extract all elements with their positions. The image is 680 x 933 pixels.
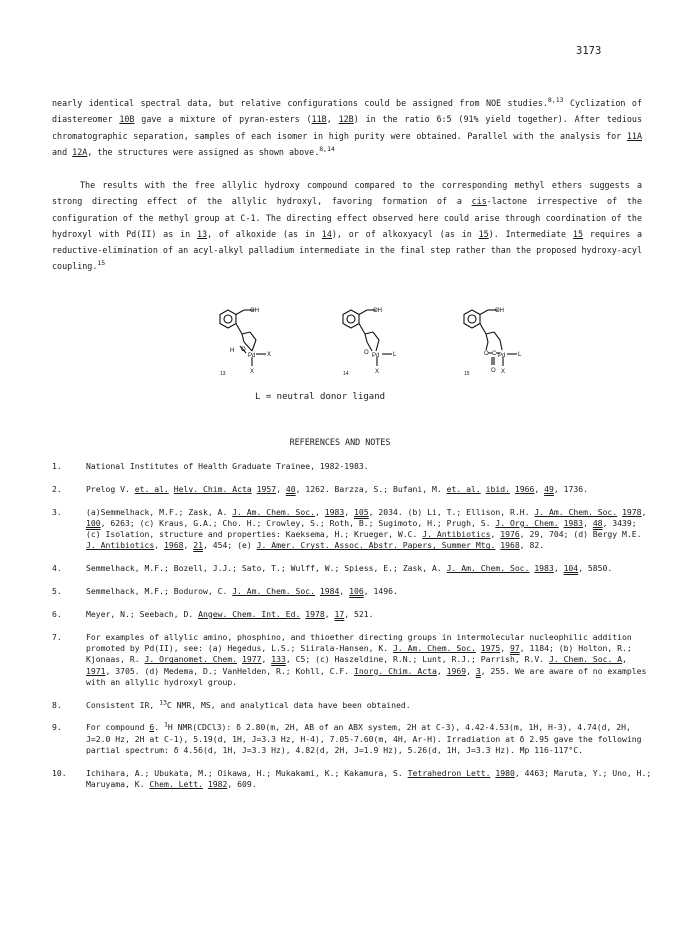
text-run: For compound: [86, 722, 150, 733]
reference-number: 8.: [52, 699, 62, 710]
underlined-text: 15: [572, 228, 584, 239]
structure-13: [220, 310, 266, 366]
text-run: ,: [500, 642, 510, 653]
underlined-text: 1975: [480, 642, 501, 653]
underlined-text: et. al.: [134, 483, 169, 494]
underlined-text: 1977: [241, 654, 262, 665]
text-run: , C5; (c) Haszeldine, R.N.; Lunt, R.J.; Parrish, R.V.: [285, 654, 549, 665]
text-run: ,: [315, 506, 325, 517]
underlined-text: 11B: [311, 114, 327, 125]
underlined-text: J. Am. Chem. Soc.: [232, 586, 316, 597]
text-run: , 3439; (c) Isolation, structure and properties: Kaeksema, H.; Krueger, W.C.: [86, 517, 637, 540]
s15-o-label: O: [484, 351, 489, 357]
text-run: , 1184; (b) Holton, R.; Kjonaas, R.: [86, 642, 632, 665]
underlined-text: 106: [349, 586, 364, 597]
reference-number: 2.: [52, 483, 62, 494]
text-run: ). Intermediate: [488, 228, 573, 239]
underlined-text: 105: [354, 506, 369, 517]
s13-x-below-label: X: [250, 369, 255, 375]
s15-o-below-label: O: [491, 368, 496, 374]
text-run: ,: [553, 563, 564, 574]
text-run: ), or of alkoxyacyl (as in: [331, 228, 479, 239]
reference-item: [52, 722, 652, 756]
reference-text: [86, 722, 652, 756]
s15-number: 15: [464, 371, 470, 377]
text-run: ,: [622, 654, 627, 665]
underlined-text: 40: [285, 483, 296, 494]
s14-x-below-label: X: [375, 369, 380, 375]
text-run: , of alkoxide (as in: [207, 228, 322, 239]
palladium-intermediates-figure: [180, 302, 560, 384]
text-run: ,: [641, 506, 647, 517]
underlined-text: 13: [196, 228, 208, 239]
text-run: ,: [436, 665, 447, 676]
text-run: requires a reductive-elimination of an acyl-alkyl palladium intermediate in the final step rather than the proposed hydroxy-acyl coupling.: [52, 228, 643, 272]
s13-pd-label: Pd: [248, 353, 256, 359]
underlined-text: et. al.: [446, 483, 481, 494]
text-run: ) in the ratio 6:5 (91% yield together). After tedious chromatographic separation, samples of each isomer in high purity were obtained. Parallel with the analysis for: [52, 114, 642, 141]
text-run: , 454; (e): [202, 540, 257, 551]
text-run: ,: [183, 540, 194, 551]
s14-o-label: O: [364, 350, 369, 356]
underlined-text: Helv. Chim. Acta: [173, 483, 252, 494]
reference-number: 7.: [52, 631, 62, 642]
s15-pd-label: Pd: [498, 353, 506, 359]
text-run: , 1496.: [363, 586, 398, 597]
underlined-text: cis: [471, 196, 487, 207]
underlined-text: J. Amer. Cryst. Assoc. Abstr. Papers, Summer Mtg.: [256, 540, 496, 551]
reference-number: 3.: [52, 506, 62, 517]
structure-15: [464, 310, 517, 366]
underlined-text: 3: [475, 665, 481, 676]
underlined-text: 12A: [72, 146, 88, 157]
underlined-text: 104: [563, 563, 579, 574]
s13-x-right-label: X: [267, 352, 272, 358]
underlined-text: 17: [334, 608, 345, 619]
text-run: , 29, 704; (d) Bergy M.E.: [519, 529, 642, 540]
underlined-text: 6: [149, 722, 155, 733]
reference-item: [52, 461, 652, 472]
underlined-text: 10B: [119, 114, 135, 125]
references-heading: REFERENCES AND NOTES: [289, 437, 391, 447]
s14-number: 14: [343, 371, 349, 377]
text-run: nearly identical spectral data, but relative configurations could be assigned from NOE studies.: [52, 98, 548, 108]
reference-text: [86, 586, 652, 597]
reference-number: 4.: [52, 563, 62, 574]
text-run: Prelog V.: [86, 483, 135, 494]
underlined-text: 133: [271, 654, 286, 665]
underlined-text: Tetrahedron Lett.: [407, 767, 491, 778]
text-run: , 2034. (b) Li, T.; Ellison, R.H.: [368, 506, 535, 517]
underlined-text: 48: [592, 517, 603, 528]
superscript: 1: [163, 720, 168, 729]
text-run: Meyer, N.; Seebach, D.: [86, 608, 199, 619]
underlined-text: 21: [193, 540, 203, 551]
text-run: , 1736.: [553, 483, 589, 494]
underlined-text: 100: [86, 517, 101, 528]
reference-text: [86, 768, 652, 791]
text-run: Semmelhack, M.F.; Bozell, J.J.; Sato, T.; Wulff, W.; Spiess, E.; Zask, A.: [86, 563, 447, 574]
underlined-text: J. Organomet. Chem.: [144, 654, 238, 665]
reference-item: [52, 484, 652, 495]
reference-number: 5.: [52, 586, 62, 597]
s15-c-label: C: [492, 351, 497, 357]
s13-h-label: H: [230, 348, 235, 354]
underlined-text: Inorg. Chim. Acta: [354, 665, 437, 676]
s13-oh-label: OH: [250, 308, 259, 314]
body-paragraph-2: [52, 177, 642, 275]
underlined-text: 1983: [324, 506, 345, 517]
reference-text: [86, 697, 652, 711]
s15-oh-label: OH: [495, 308, 504, 314]
text-run: ,: [276, 483, 286, 494]
underlined-text: 1983: [534, 563, 554, 574]
structure-14: [343, 310, 392, 366]
reference-number: 1.: [52, 461, 62, 471]
text-run: ,: [583, 517, 593, 528]
underlined-text: 1978: [305, 608, 325, 619]
text-run: and: [52, 146, 73, 157]
superscript: 15: [97, 259, 106, 268]
text-run: , 609.: [227, 779, 257, 790]
reference-number: 10.: [52, 767, 67, 778]
text-run: , 6263; (c) Kraus, G.A.; Cho. H.; Crowley, S.; Roth, B.; Sugimoto, H.; Prugh, S.: [100, 517, 496, 528]
text-run: For examples of allylic amino, phosphino, and thioether directing groups in intermolecular nucleophilic addition promoted by Pd(II), see: (a) Hegedus, L.S.; Siirala-Hansen, K.: [86, 631, 632, 653]
underlined-text: 49: [544, 483, 554, 494]
text-run: ,: [154, 540, 164, 551]
text-run: Semmelhack, M.F.; Bodurow, C.: [86, 586, 233, 597]
underlined-text: J. Am. Chem. Soc.: [446, 563, 530, 574]
reference-item: [52, 632, 652, 688]
reference-text: [86, 563, 652, 574]
underlined-text: 1968: [500, 540, 520, 551]
text-run: Ichihara, A.; Ubukata, M.; Oikawa, H.; Mukakami, K.; Kakamura, S.: [86, 767, 408, 778]
reference-number: 6.: [52, 608, 62, 619]
text-run: ,: [466, 665, 476, 676]
text-run: ,: [534, 483, 545, 494]
underlined-text: 97: [509, 642, 520, 653]
reference-text: [86, 609, 652, 620]
underlined-text: 15: [478, 228, 489, 239]
underlined-text: 1969: [446, 665, 467, 676]
text-run: -lactone irrespective of the configuration of the methyl group at C-1. The directing effect observed here could arise through coordination of the hydroxyl with Pd(II) as in: [52, 196, 642, 239]
underlined-text: J. Org. Chem.: [495, 517, 559, 528]
text-run: , 255. We are aware of no examples with an allylic hydroxyl group.: [86, 665, 647, 687]
s15-l-label: L: [518, 352, 522, 358]
underlined-text: 12B: [338, 114, 354, 125]
text-run: , 4463; Maruta, Y.; Uno, H.; Maruyama, K.: [86, 767, 652, 790]
s14-oh-label: OH: [373, 308, 382, 314]
text-run: .: [154, 722, 164, 733]
underlined-text: 1978: [622, 506, 642, 517]
text-run: ,: [324, 608, 335, 619]
reference-number: 9.: [52, 722, 62, 733]
reference-item: [52, 586, 652, 597]
reference-item: [52, 563, 652, 574]
underlined-text: 1983: [563, 517, 584, 528]
text-run: gave a mixture of pyran-esters (: [134, 114, 312, 125]
underlined-text: ibid.: [485, 483, 511, 494]
body-paragraph-1: [52, 95, 642, 160]
text-run: , the structures were assigned as shown above.: [87, 146, 320, 157]
text-run: C NMR, MS, and analytical data have been obtained.: [166, 699, 411, 710]
underlined-text: J. Am. Chem. Soc.: [232, 506, 316, 517]
underlined-text: 1980: [495, 767, 515, 778]
superscript: 8,14: [319, 145, 335, 154]
underlined-text: 1957: [256, 483, 277, 494]
text-run: ,: [339, 586, 350, 597]
text-run: , 521.: [344, 608, 374, 619]
text-run: , 82.: [519, 540, 545, 551]
underlined-text: 14: [321, 228, 332, 239]
underlined-text: J. Am. Chem. Soc.: [393, 642, 476, 653]
text-run: National Institutes of Health Graduate Trainee, 1982-1983.: [86, 461, 369, 471]
text-run: Cyclization of diastereomer: [52, 98, 642, 125]
text-run: The results with the free allylic hydroxy compound compared to the corresponding methyl ethers suggests a strong directing effect of the allylic hydroxyl, favoring formation of a: [52, 180, 642, 207]
reference-item: [52, 609, 652, 620]
underlined-text: 1966: [514, 483, 535, 494]
s13-o-label: O: [241, 347, 246, 353]
underlined-text: Angew. Chem. Int. Ed.: [198, 608, 301, 619]
underlined-text: 1968: [163, 540, 184, 551]
text-run: , 5850.: [578, 563, 613, 574]
references-list: [52, 461, 652, 802]
text-run: (a)Semmelhack, M.F.; Zask, A.: [86, 506, 233, 517]
reference-text: [86, 507, 652, 552]
text-run: ,: [261, 654, 272, 665]
text-run: ,: [490, 529, 501, 540]
underlined-text: 1971: [86, 665, 106, 676]
figure-caption: L = neutral donor ligand: [255, 392, 386, 402]
reference-item: [52, 697, 652, 711]
s14-l-label: L: [393, 352, 397, 358]
underlined-text: 1976: [500, 529, 520, 540]
underlined-text: 11A: [626, 130, 642, 141]
text-run: ,: [326, 114, 339, 125]
underlined-text: J. Am. Chem. Soc.: [534, 506, 618, 517]
underlined-text: 1982: [207, 779, 228, 790]
reference-text: [86, 484, 652, 495]
s13-number: 13: [220, 371, 226, 377]
page-number: 3173: [576, 45, 602, 57]
s14-pd-label: Pd: [372, 353, 380, 359]
reference-item: [52, 507, 652, 552]
text-run: , 3705. (d) Medema, D.; VanHelden, R.; Kohll, C.F.: [105, 665, 355, 676]
s15-x-below-label: X: [501, 369, 506, 375]
underlined-text: J. Chem. Soc. A: [548, 654, 623, 665]
superscript: 8,13: [547, 96, 564, 105]
reference-item: [52, 768, 652, 791]
text-run: H NMR(CDCl3): δ 2.80(m, 2H, AB of an ABX system, 2H at C-3), 4.42-4.53(m, 1H, H-3), 4.74(d, 2H, J=2.0 Hz, 2H at C-1), 5.19(d, 1H, J=3.3 Hz, H-4), 7.05-7.60(m, 4H, Ar-H). Irradiation at δ 2.95 gave the following partial spectrum: δ 4.56(d, 1H, J=3.3 Hz), 4.82(d, 2H, J=1.9 Hz), 5.26(d, 1H, J=3.3 Hz). Mp 116-117°C.: [86, 722, 642, 756]
underlined-text: J. Antibiotics: [86, 540, 155, 551]
text-run: Consistent IR,: [86, 699, 160, 710]
underlined-text: Chem. Lett.: [149, 779, 203, 790]
text-run: , 1262. Barzza, S.; Bufani, M.: [295, 483, 447, 494]
superscript: 13: [159, 697, 167, 706]
text-run: ,: [344, 506, 355, 517]
underlined-text: 1984: [319, 586, 340, 597]
reference-text: [86, 461, 652, 472]
reference-text: [86, 632, 652, 688]
underlined-text: J. Antibiotics: [422, 529, 491, 540]
